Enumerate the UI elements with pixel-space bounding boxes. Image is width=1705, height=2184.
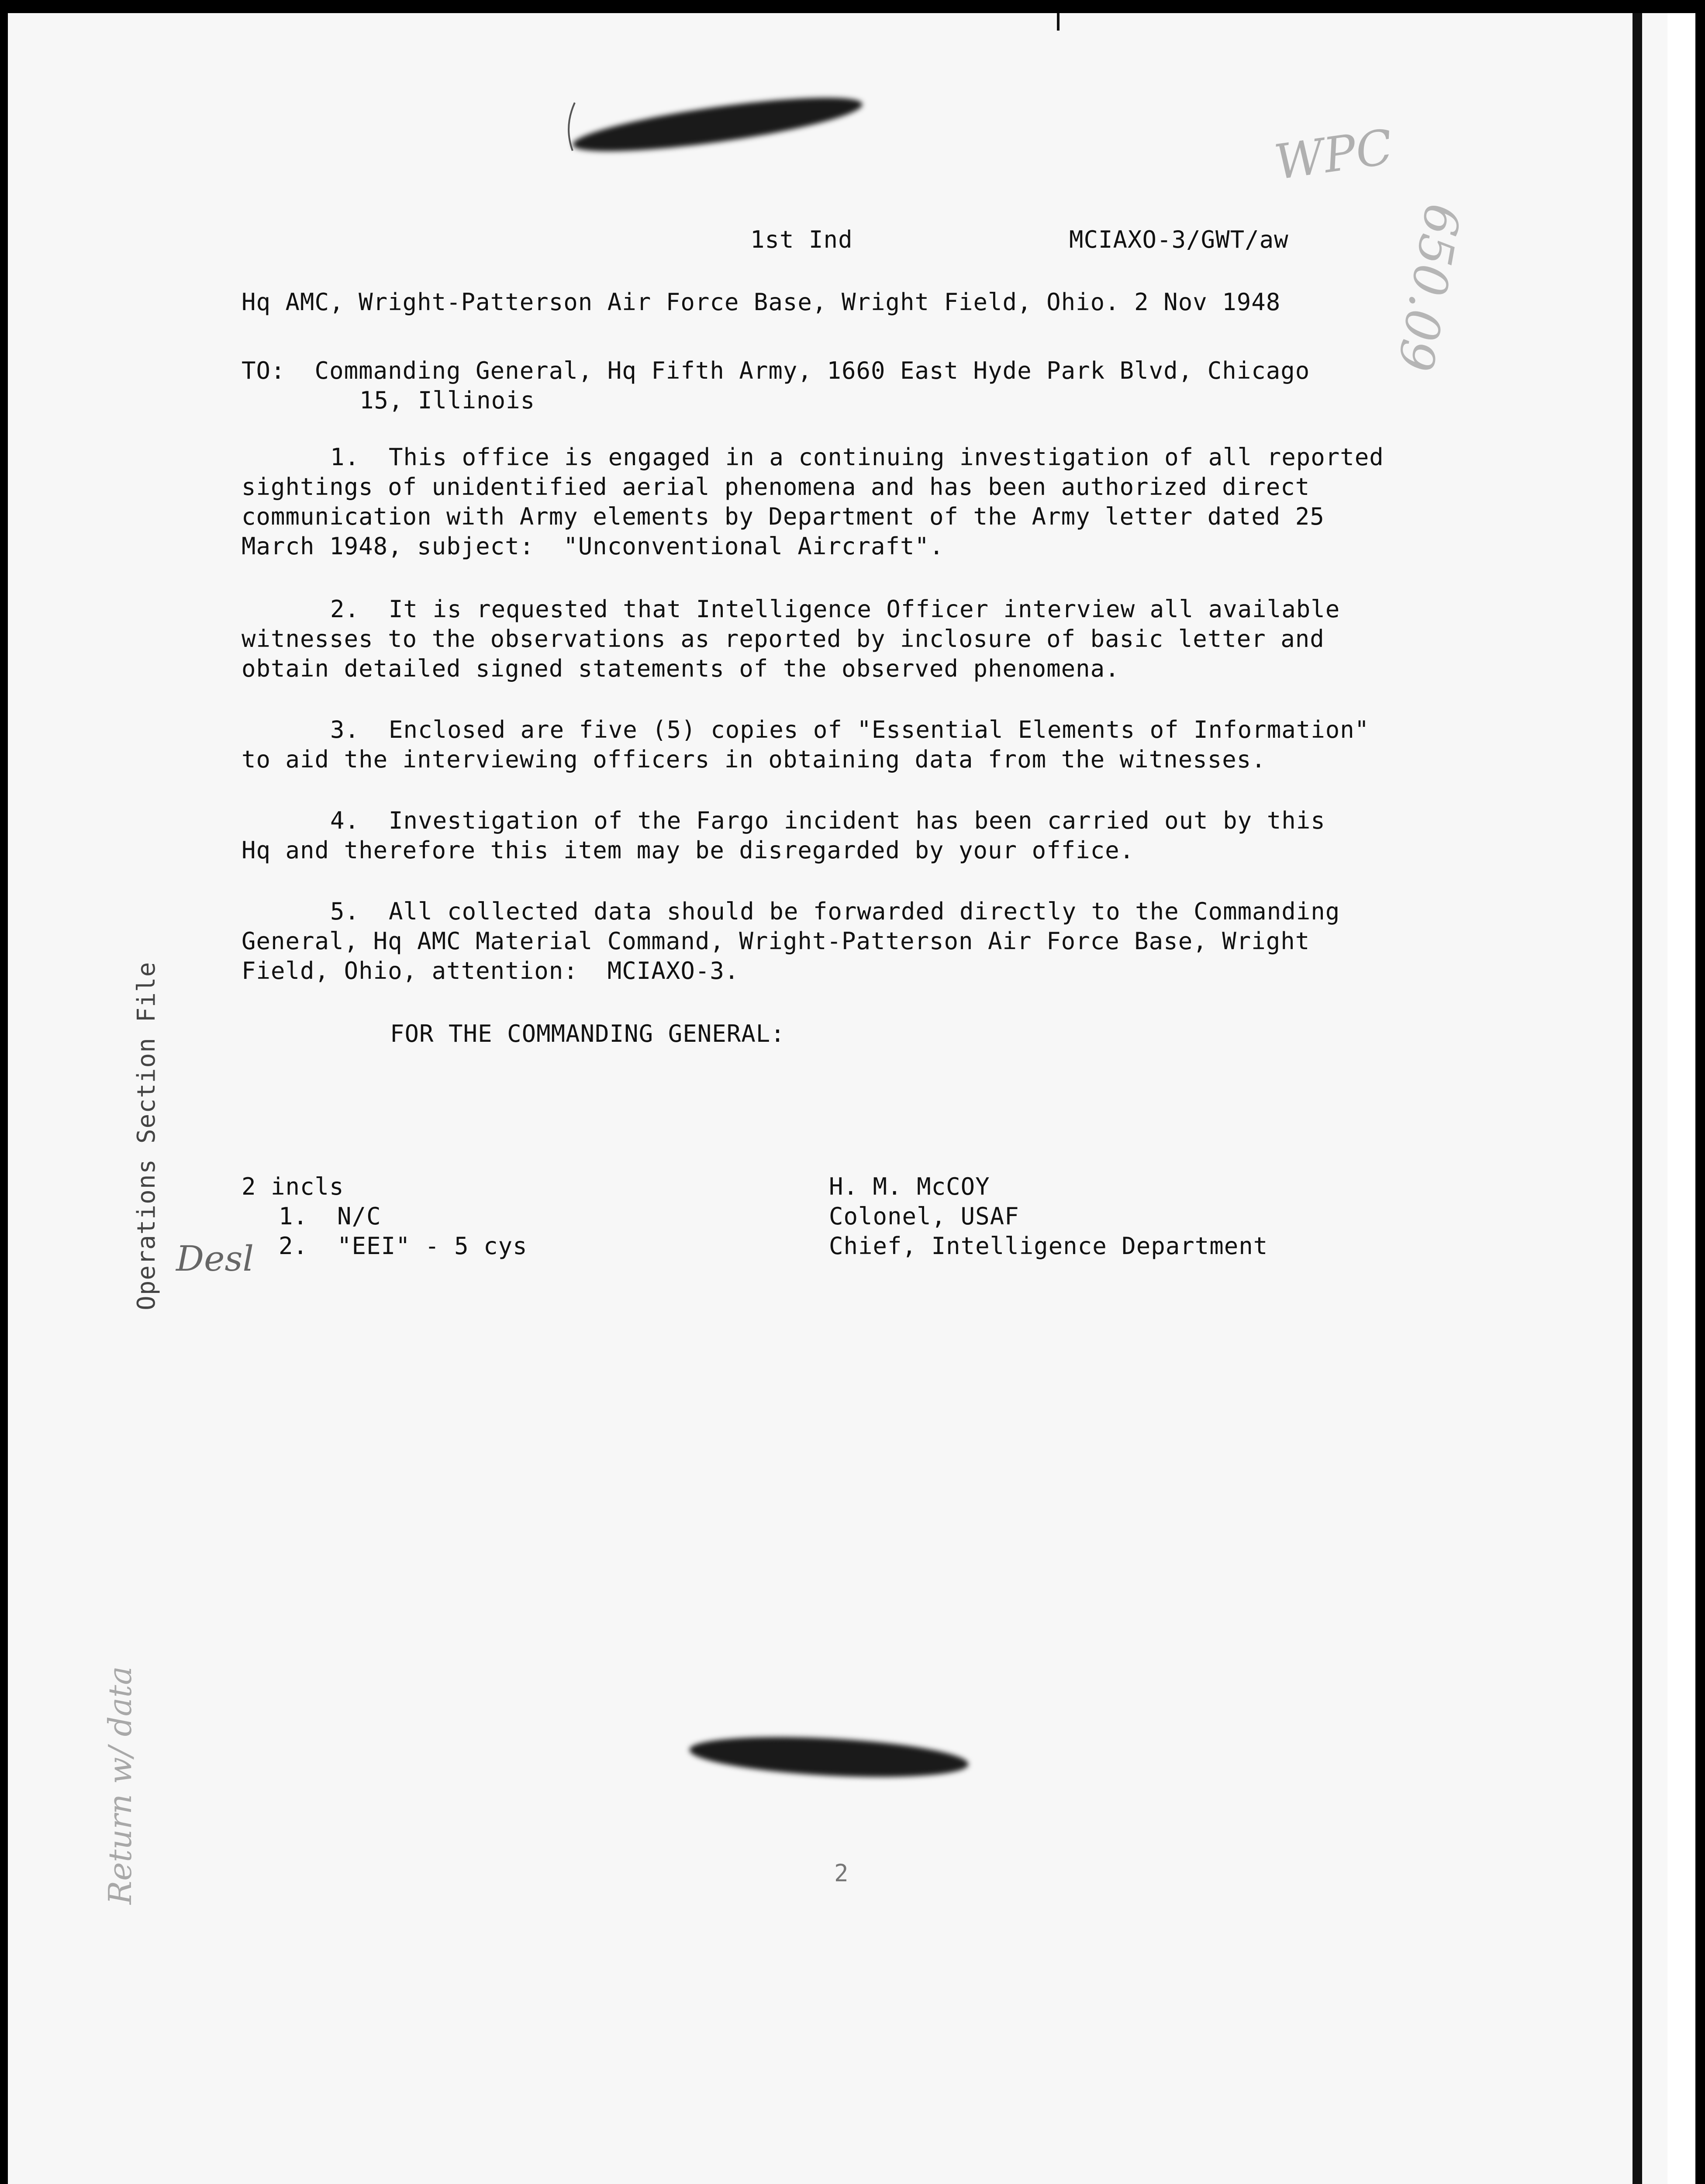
page-border xyxy=(1667,13,1695,2184)
indorsement-label: 1st Ind xyxy=(750,226,853,253)
paragraph-2-line: 2. It is requested that Intelligence Officer interview all available xyxy=(330,595,1340,623)
handwritten-initials: WPC xyxy=(1271,118,1396,191)
paragraph-4-line: Hq and therefore this item may be disregarded by your office. xyxy=(242,836,1135,864)
handwritten-margin-note: Return w/ data xyxy=(102,1666,138,1904)
handwritten-incl-note: Desl xyxy=(176,1238,254,1279)
file-reference: MCIAXO-3/GWT/aw xyxy=(1069,226,1289,253)
signature-title: Chief, Intelligence Department xyxy=(829,1232,1268,1260)
signature-name: H. M. McCOY xyxy=(829,1173,990,1200)
inclosure-count: 2 incls xyxy=(242,1173,344,1200)
to-line-2: 15, Illinois xyxy=(359,387,535,414)
margin-file-stamp: Operations Section File xyxy=(132,961,161,1310)
paragraph-5-line: 5. All collected data should be forwarded directly to the Commanding xyxy=(330,898,1340,925)
inclosure-item: 2. "EEI" - 5 cys xyxy=(279,1232,528,1260)
paragraph-1-line: sightings of unidentified aerial phenomena and has been authorized direct xyxy=(242,473,1310,501)
paragraph-4-line: 4. Investigation of the Fargo incident has been carried out by this xyxy=(330,807,1325,834)
signature-rank: Colonel, USAF xyxy=(829,1203,1019,1230)
paragraph-5-line: General, Hq AMC Material Command, Wright-Patterson Air Force Base, Wright xyxy=(242,927,1310,955)
paragraph-3-line: 3. Enclosed are five (5) copies of "Essential Elements of Information" xyxy=(330,716,1370,743)
paragraph-5-line: Field, Ohio, attention: MCIAXO-3. xyxy=(242,957,739,985)
paragraph-1-line: March 1948, subject: "Unconventional Aircraft". xyxy=(242,532,944,560)
redaction-smear-top xyxy=(570,87,865,162)
page-number: 2 xyxy=(834,1859,849,1887)
paragraph-1-line: communication with Army elements by Department of the Army letter dated 25 xyxy=(242,503,1325,530)
page-edge-line xyxy=(1633,13,1642,2184)
closing-line: FOR THE COMMANDING GENERAL: xyxy=(390,1020,785,1047)
to-line-1: TO: Commanding General, Hq Fifth Army, 1660 East Hyde Park Blvd, Chicago xyxy=(242,357,1310,384)
document-page xyxy=(8,13,1695,2184)
handwritten-file-number: 650.09 xyxy=(1387,200,1471,376)
header-address: Hq AMC, Wright-Patterson Air Force Base, Wright Field, Ohio. 2 Nov 1948 xyxy=(242,288,1281,316)
inclosure-item: 1. N/C xyxy=(279,1203,381,1230)
paragraph-2-line: witnesses to the observations as reported by inclosure of basic letter and xyxy=(242,625,1325,653)
paragraph-1-line: 1. This office is engaged in a continuing investigation of all reported xyxy=(330,443,1384,471)
paragraph-3-line: to aid the interviewing officers in obtaining data from the witnesses. xyxy=(242,746,1266,773)
redaction-smear-bottom xyxy=(688,1731,970,1783)
paragraph-2-line: obtain detailed signed statements of the observed phenomena. xyxy=(242,655,1120,682)
page-edge-mark xyxy=(1057,13,1060,31)
pencil-mark xyxy=(562,100,579,153)
